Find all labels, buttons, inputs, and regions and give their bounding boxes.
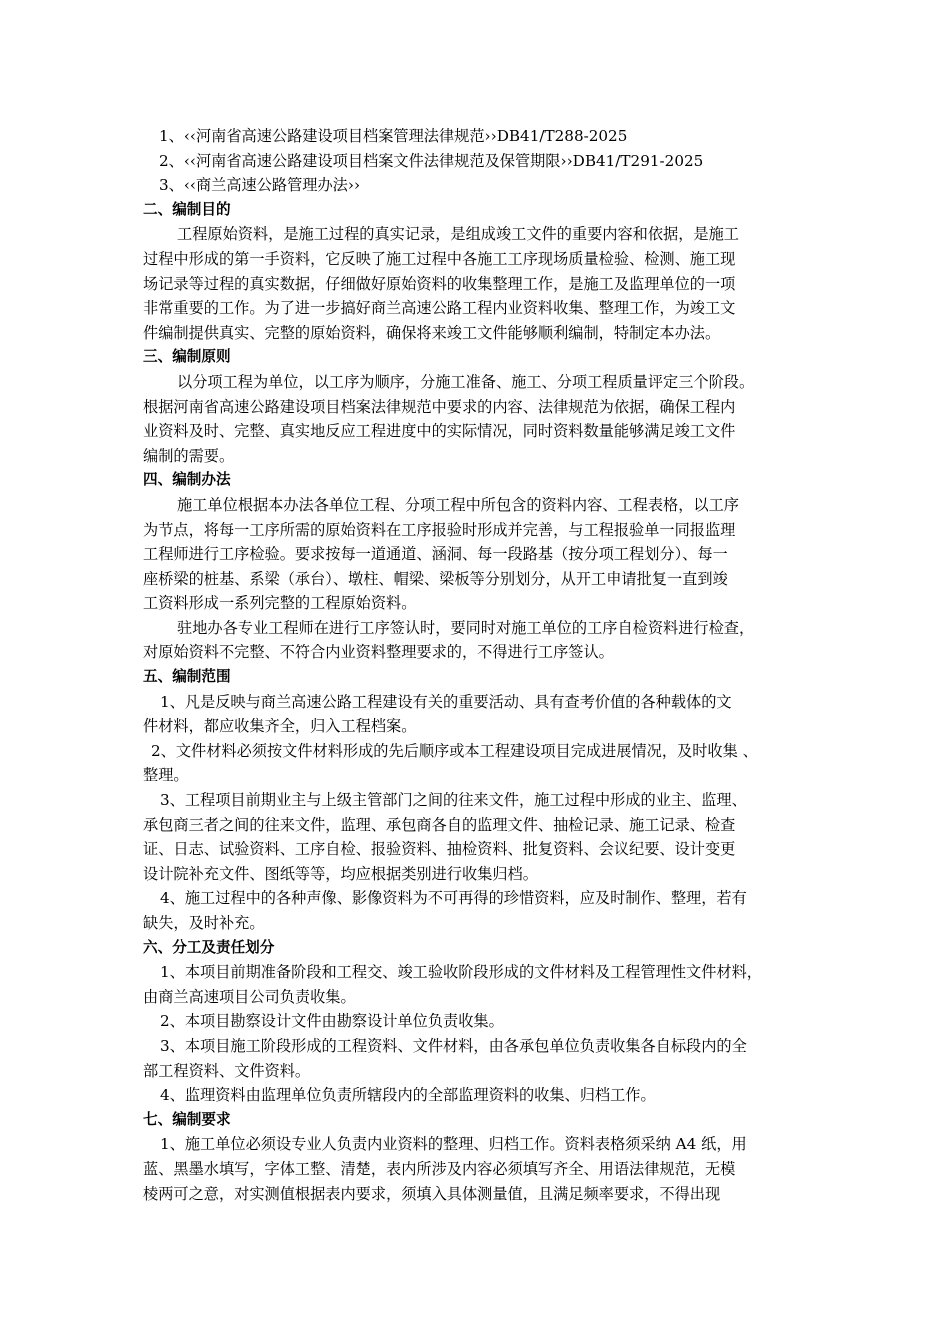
list-item-line: 4、监理资料由监理单位负责所辖段内的全部监理资料的收集、归档工作。 bbox=[160, 1086, 656, 1105]
paragraph-line: 场记录等过程的真实数据，仔细做好原始资料的收集整理工作，是施工及监理单位的一项 bbox=[143, 274, 736, 293]
paragraph-line: 非常重要的工作。为了进一步搞好商兰高速公路工程内业资料收集、整理工作，为竣工文 bbox=[143, 299, 736, 318]
list-item-line: 3、本项目施工阶段形成的工程资料、文件材料，由各承包单位负责收集各自标段内的全 bbox=[160, 1036, 747, 1055]
section-heading-principle: 三、编制原则 bbox=[143, 348, 231, 366]
paragraph-line: 施工单位根据本办法各单位工程、分项工程中所包含的资料内容、工程表格，以工序 bbox=[177, 495, 739, 514]
list-item-line: 蓝、黑墨水填写，字体工整、清楚，表内所涉及内容必须填写齐全、用语法律规范，无模 bbox=[143, 1159, 736, 1178]
list-item-line: 件材料，都应收集齐全，归入工程档案。 bbox=[143, 717, 417, 736]
reference-item: 2、‹‹河南省高速公路建设项目档案文件法律规范及保管期限››DB41/T291-2025 bbox=[159, 151, 704, 170]
section-heading-scope: 五、编制范围 bbox=[143, 668, 231, 686]
section-heading-purpose: 二、编制目的 bbox=[143, 200, 231, 218]
list-item-line: 3、工程项目前期业主与上级主管部门之间的往来文件，施工过程中形成的业主、监理、 bbox=[160, 791, 747, 810]
paragraph-line: 根据河南省高速公路建设项目档案法律规范中要求的内容、法律规范为依据，确保工程内 bbox=[143, 397, 736, 416]
section-heading-requirements: 七、编制要求 bbox=[143, 1110, 231, 1128]
list-item-line: 2、本项目勘察设计文件由勘察设计单位负责收集。 bbox=[160, 1012, 504, 1031]
list-item-line: 部工程资料、文件资料。 bbox=[143, 1061, 311, 1080]
list-item-line: 2、文件材料必须按文件材料形成的先后顺序或本工程建设项目完成进展情况，及时收集 、 bbox=[151, 741, 758, 760]
paragraph-line: 驻地办各专业工程师在进行工序签认时，要同时对施工单位的工序自检资料进行检查， bbox=[177, 618, 755, 637]
paragraph-line: 过程中形成的第一手资料，它反映了施工过程中各施工工序现场质量检验、检测、施工现 bbox=[143, 249, 736, 268]
paragraph-line: 工程师进行工序检验。要求按每一道通道、涵洞、每一段路基（按分项工程划分）、每一 bbox=[143, 545, 728, 564]
reference-item: 1、‹‹河南省高速公路建设项目档案管理法律规范››DB41/T288-2025 bbox=[159, 127, 628, 145]
list-item-line: 棱两可之意，对实测值根据表内要求，须填入具体测量值，且满足频率要求，不得出现 bbox=[143, 1184, 721, 1203]
paragraph-line: 工程原始资料，是施工过程的真实记录，是组成竣工文件的重要内容和依据，是施工 bbox=[177, 225, 739, 244]
section-heading-responsibility: 六、分工及责任划分 bbox=[143, 938, 275, 956]
list-item-line: 1、施工单位必须设专业人负责内业资料的整理、归档工作。资料表格须采纳 A4 纸，用 bbox=[160, 1135, 747, 1154]
list-item-line: 缺失，及时补充。 bbox=[143, 914, 265, 932]
paragraph-line: 业资料及时、完整、真实地反应工程进度中的实际情况，同时资料数量能够满足竣工文件 bbox=[143, 422, 736, 441]
list-item-line: 1、凡是反映与商兰高速公路工程建设有关的重要活动、具有查考价值的各种载体的文 bbox=[160, 692, 732, 711]
list-item-line: 证、日志、试验资料、工序自检、报验资料、抽检资料、批复资料、会议纪要、设计变更 bbox=[143, 840, 736, 859]
paragraph-line: 以分项工程为单位，以工序为顺序，分施工准备、施工、分项工程质量评定三个阶段。 bbox=[177, 372, 755, 391]
paragraph-line: 对原始资料不完整、不符合内业资料整理要求的，不得进行工序签认。 bbox=[143, 643, 614, 662]
list-item-line: 由商兰高速项目公司负责收集。 bbox=[143, 987, 356, 1006]
paragraph-line: 为节点，将每一工序所需的原始资料在工序报验时形成并完善，与工程报验单一同报监理 bbox=[143, 520, 736, 539]
reference-item: 3、‹‹商兰高速公路管理办法›› bbox=[159, 176, 361, 195]
list-item-line: 设计院补充文件、图纸等等，均应根据类别进行收集归档。 bbox=[143, 864, 538, 883]
list-item-line: 承包商三者之间的往来文件，监理、承包商各自的监理文件、抽检记录、施工记录、检查 bbox=[143, 815, 736, 834]
list-item-line: 1、本项目前期准备阶段和工程交、竣工验收阶段形成的文件材料及工程管理性文件材料， bbox=[160, 963, 762, 982]
paragraph-line: 座桥梁的桩基、系梁（承台）、墩柱、帽梁、梁板等分别划分，从开工申请批复一直到竣 bbox=[143, 569, 728, 588]
document-body bbox=[143, 124, 811, 1206]
paragraph-line: 工资料形成一系列完整的工程原始资料。 bbox=[143, 594, 417, 613]
section-heading-method: 四、编制办法 bbox=[143, 471, 231, 489]
list-item-line: 整理。 bbox=[143, 766, 189, 785]
paragraph-line: 编制的需要。 bbox=[143, 446, 235, 465]
paragraph-line: 件编制提供真实、完整的原始资料，确保将来竣工文件能够顺利编制，特制定本办法。 bbox=[143, 323, 721, 342]
list-item-line: 4、施工过程中的各种声像、影像资料为不可再得的珍惜资料，应及时制作、整理，若有 bbox=[160, 889, 747, 908]
